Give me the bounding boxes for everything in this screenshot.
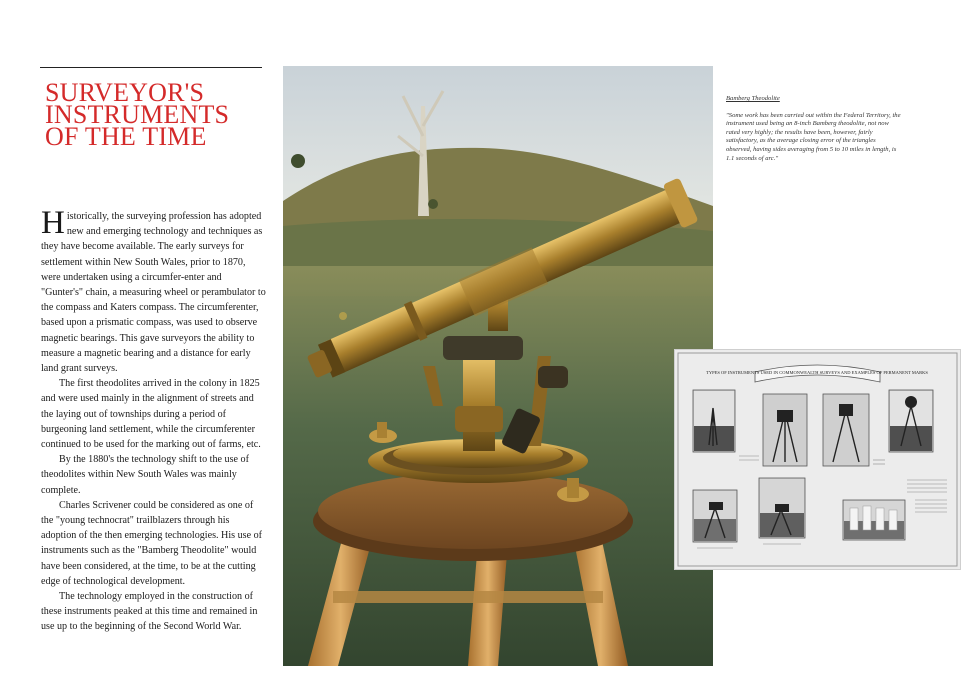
caption-quote: "Some work has been carried out within the Federal Territory, the instrument used being an 8-inch Bamberg theodolite, not now rated very highly; the results have been, however, fairly satisfactory, as the average closing error of the triangles observed, having sides averaging from 5 to 10 miles in length, is 1.1 seconds of arc.": [726, 111, 901, 162]
paragraph-4: Charles Scrivener could be considered as one of the "young technocrat" trailblazers through his adoption of the then emerging technologies. His use of instruments such as the "Bamberg Theodolite" would have been considered, at the time, to be at the cutting edge of technological development.: [41, 499, 262, 587]
photo-caption: [726, 95, 901, 163]
paragraph-1-text: istorically, the surveying profession has adopted new and emerging technology and techniques as they have become available. The early surveys for settlement within New South Wales, prior to 1870, were undertaken using a circumfer-enter and "Gunter's" chain, a measuring wheel or perambulator to the compass and Katers compass. The circumferenter, based upon a prismatic compass, was used to observe magnetic bearings. This gave surveyors the ability to measure a magnetic bearing and a distance for early land grant surveys.: [41, 211, 266, 375]
theodolite-photo: [283, 66, 713, 666]
title-line-2: INSTRUMENTS: [45, 100, 230, 129]
page-title: [45, 78, 275, 151]
header-rule: [40, 67, 262, 68]
paragraph-3: By the 1880's the technology shift to the use of theodolites within New South Wales was mainly complete.: [41, 454, 249, 496]
poster-banner: TYPES OF INSTRUMENTS USED IN COMMONWEALTH SURVEYS AND EXAMPLES OF PERMANENT MARKS: [706, 370, 928, 375]
paragraph-5: The technology employed in the construction of these instruments peaked at this time and remained in use up to the beginning of the Second World War.: [41, 591, 258, 633]
paragraph-2: The first theodolites arrived in the colony in 1825 and were used mainly in the alignment of streets and the laying out of townships during a period of burgeoning land settlement, while the circumferenter continued to be used for the marking out of farms, etc.: [41, 378, 261, 451]
title-line-3: OF THE TIME: [45, 122, 207, 151]
title-line-1: SURVEYOR'S: [45, 78, 205, 107]
paragraph-1: [41, 205, 266, 376]
poster-illustration: [675, 350, 960, 569]
article-body: [41, 205, 266, 635]
drop-cap: H: [41, 205, 65, 241]
caption-title: Bamberg Theodolite: [726, 95, 780, 102]
instruments-poster: [674, 349, 961, 570]
theodolite-illustration: [283, 66, 713, 666]
